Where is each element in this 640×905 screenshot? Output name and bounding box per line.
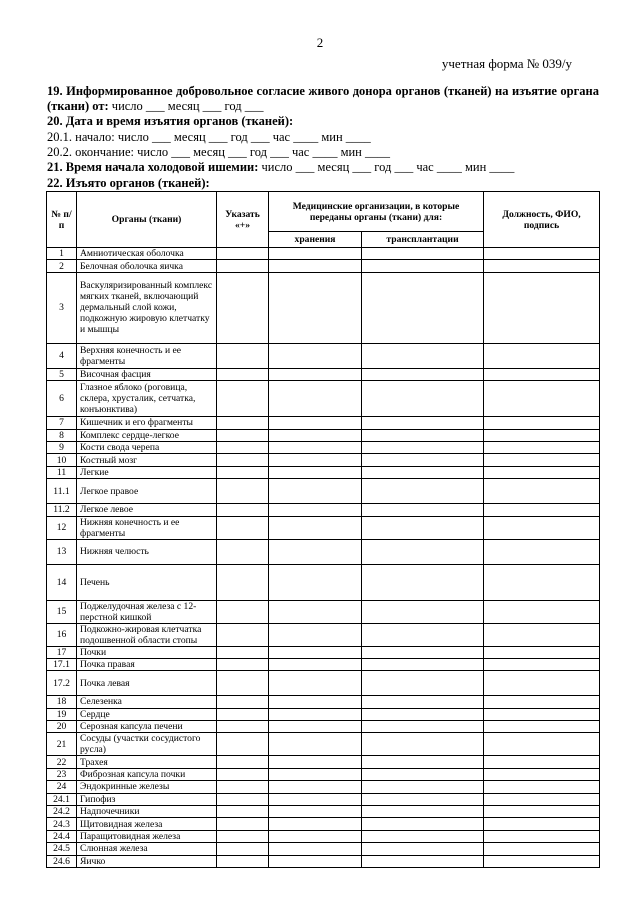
position-cell[interactable] bbox=[484, 623, 600, 646]
storage-cell[interactable] bbox=[269, 368, 362, 380]
table-row bbox=[47, 756, 600, 768]
transplant-cell[interactable] bbox=[362, 539, 484, 564]
storage-cell[interactable] bbox=[269, 806, 362, 818]
position-cell[interactable] bbox=[484, 793, 600, 805]
table-row bbox=[47, 417, 600, 429]
storage-cell[interactable] bbox=[269, 658, 362, 670]
position-cell[interactable] bbox=[484, 539, 600, 564]
storage-cell[interactable] bbox=[269, 830, 362, 842]
mark-cell[interactable] bbox=[217, 272, 269, 343]
position-cell[interactable] bbox=[484, 600, 600, 623]
transplant-cell[interactable] bbox=[362, 733, 484, 756]
table-row bbox=[47, 806, 600, 818]
transplant-cell[interactable] bbox=[362, 516, 484, 539]
mark-cell[interactable] bbox=[217, 381, 269, 417]
row-number: 11.2 bbox=[47, 504, 77, 516]
row-number: 17 bbox=[47, 646, 77, 658]
organ-name: Сосуды (участки сосудистого русла) bbox=[77, 733, 217, 756]
storage-cell[interactable] bbox=[269, 696, 362, 708]
organ-name: Легкое правое bbox=[77, 479, 217, 504]
position-cell[interactable] bbox=[484, 646, 600, 658]
table-row bbox=[47, 708, 600, 720]
row-number: 24.5 bbox=[47, 843, 77, 855]
mark-cell[interactable] bbox=[217, 733, 269, 756]
organ-name: Подкожно-жировая клетчатка подошвенной области стопы bbox=[77, 623, 217, 646]
organ-name: Нижняя конечность и ее фрагменты bbox=[77, 516, 217, 539]
storage-cell[interactable] bbox=[269, 248, 362, 260]
section-19-title: 19. Информированное добровольное согласие живого донора органов (тканей) на изъятие органа (ткани) от: bbox=[47, 84, 599, 113]
header-storage: хранения bbox=[269, 232, 362, 248]
mark-cell[interactable] bbox=[217, 564, 269, 600]
position-cell[interactable] bbox=[484, 466, 600, 478]
table-row bbox=[47, 343, 600, 368]
storage-cell[interactable] bbox=[269, 793, 362, 805]
row-number: 9 bbox=[47, 441, 77, 453]
position-cell[interactable] bbox=[484, 260, 600, 272]
organ-name: Щитовидная железа bbox=[77, 818, 217, 830]
mark-cell[interactable] bbox=[217, 248, 269, 260]
page-number: 2 bbox=[316, 35, 324, 50]
organs-table bbox=[46, 191, 600, 868]
transplant-cell[interactable] bbox=[362, 260, 484, 272]
mark-cell[interactable] bbox=[217, 855, 269, 867]
organ-name: Глазное яблоко (роговица, склера, хрусталик, сетчатка, конъюнктива) bbox=[77, 381, 217, 417]
storage-cell[interactable] bbox=[269, 417, 362, 429]
row-number: 1 bbox=[47, 248, 77, 260]
storage-cell[interactable] bbox=[269, 733, 362, 756]
table-row bbox=[47, 441, 600, 453]
mark-cell[interactable] bbox=[217, 260, 269, 272]
row-number: 24.1 bbox=[47, 793, 77, 805]
storage-cell[interactable] bbox=[269, 818, 362, 830]
transplant-cell[interactable] bbox=[362, 708, 484, 720]
storage-cell[interactable] bbox=[269, 756, 362, 768]
table-row bbox=[47, 466, 600, 478]
row-number: 8 bbox=[47, 429, 77, 441]
mark-cell[interactable] bbox=[217, 479, 269, 504]
table-row bbox=[47, 721, 600, 733]
organ-name: Селезенка bbox=[77, 696, 217, 708]
organ-name: Верхняя конечность и ее фрагменты bbox=[77, 343, 217, 368]
storage-cell[interactable] bbox=[269, 855, 362, 867]
position-cell[interactable] bbox=[484, 441, 600, 453]
transplant-cell[interactable] bbox=[362, 429, 484, 441]
row-number: 11.1 bbox=[47, 479, 77, 504]
transplant-cell[interactable] bbox=[362, 818, 484, 830]
storage-cell[interactable] bbox=[269, 441, 362, 453]
transplant-cell[interactable] bbox=[362, 623, 484, 646]
position-cell[interactable] bbox=[484, 843, 600, 855]
storage-cell[interactable] bbox=[269, 539, 362, 564]
mark-cell[interactable] bbox=[217, 830, 269, 842]
mark-cell[interactable] bbox=[217, 539, 269, 564]
row-number: 24.3 bbox=[47, 818, 77, 830]
transplant-cell[interactable] bbox=[362, 671, 484, 696]
row-number: 21 bbox=[47, 733, 77, 756]
mark-cell[interactable] bbox=[217, 623, 269, 646]
section-21 bbox=[47, 160, 599, 175]
transplant-cell[interactable] bbox=[362, 454, 484, 466]
transplant-cell[interactable] bbox=[362, 417, 484, 429]
table-row bbox=[47, 623, 600, 646]
position-cell[interactable] bbox=[484, 272, 600, 343]
organ-name: Нижняя челюсть bbox=[77, 539, 217, 564]
position-cell[interactable] bbox=[484, 781, 600, 793]
position-cell[interactable] bbox=[484, 417, 600, 429]
table-row bbox=[47, 855, 600, 867]
organ-name: Почка левая bbox=[77, 671, 217, 696]
row-number: 18 bbox=[47, 696, 77, 708]
storage-cell[interactable] bbox=[269, 504, 362, 516]
mark-cell[interactable] bbox=[217, 806, 269, 818]
mark-cell[interactable] bbox=[217, 696, 269, 708]
transplant-cell[interactable] bbox=[362, 646, 484, 658]
table-row bbox=[47, 793, 600, 805]
table-row bbox=[47, 260, 600, 272]
storage-cell[interactable] bbox=[269, 781, 362, 793]
position-cell[interactable] bbox=[484, 516, 600, 539]
organ-name: Почка правая bbox=[77, 658, 217, 670]
position-cell[interactable] bbox=[484, 855, 600, 867]
transplant-cell[interactable] bbox=[362, 781, 484, 793]
storage-cell[interactable] bbox=[269, 516, 362, 539]
table-row bbox=[47, 539, 600, 564]
mark-cell[interactable] bbox=[217, 768, 269, 780]
table-row bbox=[47, 671, 600, 696]
row-number: 24.2 bbox=[47, 806, 77, 818]
row-number: 17.1 bbox=[47, 658, 77, 670]
transplant-cell[interactable] bbox=[362, 368, 484, 380]
mark-cell[interactable] bbox=[217, 429, 269, 441]
organ-name: Фиброзная капсула почки bbox=[77, 768, 217, 780]
row-number: 10 bbox=[47, 454, 77, 466]
transplant-cell[interactable] bbox=[362, 658, 484, 670]
section-20-start[interactable]: 20.1. начало: число ___ месяц ___ год ___ час ____ мин ____ bbox=[47, 130, 371, 144]
transplant-cell[interactable] bbox=[362, 479, 484, 504]
storage-cell[interactable] bbox=[269, 564, 362, 600]
table-row bbox=[47, 830, 600, 842]
transplant-cell[interactable] bbox=[362, 272, 484, 343]
header-mark: Указать «+» bbox=[217, 192, 269, 248]
table-body bbox=[47, 248, 600, 868]
row-number: 23 bbox=[47, 768, 77, 780]
organ-name: Комплекс сердце-легкое bbox=[77, 429, 217, 441]
position-cell[interactable] bbox=[484, 248, 600, 260]
table-row bbox=[47, 646, 600, 658]
transplant-cell[interactable] bbox=[362, 756, 484, 768]
position-cell[interactable] bbox=[484, 756, 600, 768]
row-number: 22 bbox=[47, 756, 77, 768]
storage-cell[interactable] bbox=[269, 454, 362, 466]
storage-cell[interactable] bbox=[269, 466, 362, 478]
table-row bbox=[47, 658, 600, 670]
position-cell[interactable] bbox=[484, 768, 600, 780]
row-number: 13 bbox=[47, 539, 77, 564]
organ-name: Кости свода черепа bbox=[77, 441, 217, 453]
position-cell[interactable] bbox=[484, 343, 600, 368]
organ-name: Гипофиз bbox=[77, 793, 217, 805]
row-number: 15 bbox=[47, 600, 77, 623]
mark-cell[interactable] bbox=[217, 466, 269, 478]
transplant-cell[interactable] bbox=[362, 793, 484, 805]
table-row bbox=[47, 454, 600, 466]
section-19 bbox=[47, 84, 599, 114]
organ-name: Серозная капсула печени bbox=[77, 721, 217, 733]
transplant-cell[interactable] bbox=[362, 466, 484, 478]
table-row bbox=[47, 781, 600, 793]
position-cell[interactable] bbox=[484, 708, 600, 720]
table-row bbox=[47, 564, 600, 600]
mark-cell[interactable] bbox=[217, 781, 269, 793]
row-number: 11 bbox=[47, 466, 77, 478]
position-cell[interactable] bbox=[484, 733, 600, 756]
organ-name: Височная фасция bbox=[77, 368, 217, 380]
transplant-cell[interactable] bbox=[362, 600, 484, 623]
row-number: 20 bbox=[47, 721, 77, 733]
row-number: 24 bbox=[47, 781, 77, 793]
mark-cell[interactable] bbox=[217, 793, 269, 805]
table-row bbox=[47, 272, 600, 343]
row-number: 16 bbox=[47, 623, 77, 646]
mark-cell[interactable] bbox=[217, 721, 269, 733]
storage-cell[interactable] bbox=[269, 623, 362, 646]
row-number: 12 bbox=[47, 516, 77, 539]
transplant-cell[interactable] bbox=[362, 855, 484, 867]
storage-cell[interactable] bbox=[269, 381, 362, 417]
transplant-cell[interactable] bbox=[362, 381, 484, 417]
transplant-cell[interactable] bbox=[362, 343, 484, 368]
storage-cell[interactable] bbox=[269, 343, 362, 368]
section-19-fields[interactable]: число ___ месяц ___ год ___ bbox=[111, 99, 264, 113]
header-med-orgs: Медицинские организации, в которые переданы органы (ткани) для: bbox=[269, 192, 484, 232]
table-row bbox=[47, 248, 600, 260]
row-number: 5 bbox=[47, 368, 77, 380]
position-cell[interactable] bbox=[484, 564, 600, 600]
organ-name: Печень bbox=[77, 564, 217, 600]
organ-name: Легкое левое bbox=[77, 504, 217, 516]
table-row bbox=[47, 381, 600, 417]
transplant-cell[interactable] bbox=[362, 843, 484, 855]
storage-cell[interactable] bbox=[269, 600, 362, 623]
section-22-title: 22. Изъято органов (тканей): bbox=[47, 176, 210, 190]
table-row bbox=[47, 733, 600, 756]
storage-cell[interactable] bbox=[269, 479, 362, 504]
organ-name: Васкуляризированный комплекс мягких тканей, включающий дермальный слой кожи, подкожную жировую клетчатку и мышцы bbox=[77, 272, 217, 343]
table-row bbox=[47, 516, 600, 539]
storage-cell[interactable] bbox=[269, 272, 362, 343]
row-number: 4 bbox=[47, 343, 77, 368]
row-number: 14 bbox=[47, 564, 77, 600]
transplant-cell[interactable] bbox=[362, 504, 484, 516]
mark-cell[interactable] bbox=[217, 843, 269, 855]
transplant-cell[interactable] bbox=[362, 564, 484, 600]
mark-cell[interactable] bbox=[217, 441, 269, 453]
position-cell[interactable] bbox=[484, 658, 600, 670]
mark-cell[interactable] bbox=[217, 671, 269, 696]
position-cell[interactable] bbox=[484, 696, 600, 708]
organ-name: Легкие bbox=[77, 466, 217, 478]
row-number: 24.6 bbox=[47, 855, 77, 867]
row-number: 7 bbox=[47, 417, 77, 429]
table-row bbox=[47, 600, 600, 623]
row-number: 3 bbox=[47, 272, 77, 343]
mark-cell[interactable] bbox=[217, 658, 269, 670]
mark-cell[interactable] bbox=[217, 756, 269, 768]
header-organs: Органы (ткани) bbox=[77, 192, 217, 248]
organ-name: Почки bbox=[77, 646, 217, 658]
transplant-cell[interactable] bbox=[362, 248, 484, 260]
organ-name: Амниотическая оболочка bbox=[77, 248, 217, 260]
position-cell[interactable] bbox=[484, 368, 600, 380]
position-cell[interactable] bbox=[484, 721, 600, 733]
storage-cell[interactable] bbox=[269, 429, 362, 441]
header-number: № п/п bbox=[47, 192, 77, 248]
position-cell[interactable] bbox=[484, 818, 600, 830]
table-row bbox=[47, 429, 600, 441]
table-row bbox=[47, 479, 600, 504]
table-row bbox=[47, 818, 600, 830]
position-cell[interactable] bbox=[484, 479, 600, 504]
row-number: 2 bbox=[47, 260, 77, 272]
transplant-cell[interactable] bbox=[362, 768, 484, 780]
mark-cell[interactable] bbox=[217, 417, 269, 429]
organ-name: Сердце bbox=[77, 708, 217, 720]
storage-cell[interactable] bbox=[269, 843, 362, 855]
table-row bbox=[47, 368, 600, 380]
organ-name: Паращитовидная железа bbox=[77, 830, 217, 842]
position-cell[interactable] bbox=[484, 671, 600, 696]
table-row bbox=[47, 843, 600, 855]
header-position: Должность, ФИО, подпись bbox=[484, 192, 600, 248]
mark-cell[interactable] bbox=[217, 818, 269, 830]
organ-name: Костный мозг bbox=[77, 454, 217, 466]
position-cell[interactable] bbox=[484, 381, 600, 417]
row-number: 19 bbox=[47, 708, 77, 720]
row-number: 24.4 bbox=[47, 830, 77, 842]
storage-cell[interactable] bbox=[269, 721, 362, 733]
organ-name: Белочная оболочка яичка bbox=[77, 260, 217, 272]
position-cell[interactable] bbox=[484, 429, 600, 441]
transplant-cell[interactable] bbox=[362, 696, 484, 708]
mark-cell[interactable] bbox=[217, 343, 269, 368]
table-row bbox=[47, 504, 600, 516]
transplant-cell[interactable] bbox=[362, 441, 484, 453]
table-row bbox=[47, 696, 600, 708]
form-id: учетная форма № 039/у bbox=[441, 56, 572, 71]
storage-cell[interactable] bbox=[269, 768, 362, 780]
organ-name: Трахея bbox=[77, 756, 217, 768]
header-transplant: трансплантации bbox=[362, 232, 484, 248]
organ-name: Яичко bbox=[77, 855, 217, 867]
organ-name: Эндокринные железы bbox=[77, 781, 217, 793]
mark-cell[interactable] bbox=[217, 646, 269, 658]
section-20-end[interactable]: 20.2. окончание: число ___ месяц ___ год ___ час ____ мин ____ bbox=[47, 145, 390, 159]
storage-cell[interactable] bbox=[269, 260, 362, 272]
transplant-cell[interactable] bbox=[362, 830, 484, 842]
position-cell[interactable] bbox=[484, 454, 600, 466]
section-21-fields[interactable]: число ___ месяц ___ год ___ час ____ мин ____ bbox=[261, 160, 515, 174]
section-20-title: 20. Дата и время изъятия органов (тканей): bbox=[47, 114, 294, 128]
position-cell[interactable] bbox=[484, 504, 600, 516]
position-cell[interactable] bbox=[484, 830, 600, 842]
organ-name: Надпочечники bbox=[77, 806, 217, 818]
organ-name: Поджелудочная железа с 12-перстной кишкой bbox=[77, 600, 217, 623]
storage-cell[interactable] bbox=[269, 646, 362, 658]
storage-cell[interactable] bbox=[269, 671, 362, 696]
transplant-cell[interactable] bbox=[362, 806, 484, 818]
position-cell[interactable] bbox=[484, 806, 600, 818]
storage-cell[interactable] bbox=[269, 708, 362, 720]
row-number: 17.2 bbox=[47, 671, 77, 696]
mark-cell[interactable] bbox=[217, 368, 269, 380]
mark-cell[interactable] bbox=[217, 504, 269, 516]
row-number: 6 bbox=[47, 381, 77, 417]
mark-cell[interactable] bbox=[217, 600, 269, 623]
organ-name: Кишечник и его фрагменты bbox=[77, 417, 217, 429]
section-21-title: 21. Время начала холодовой ишемии: bbox=[47, 160, 259, 174]
mark-cell[interactable] bbox=[217, 708, 269, 720]
table-row bbox=[47, 768, 600, 780]
transplant-cell[interactable] bbox=[362, 721, 484, 733]
mark-cell[interactable] bbox=[217, 516, 269, 539]
organ-name: Слюнная железа bbox=[77, 843, 217, 855]
mark-cell[interactable] bbox=[217, 454, 269, 466]
